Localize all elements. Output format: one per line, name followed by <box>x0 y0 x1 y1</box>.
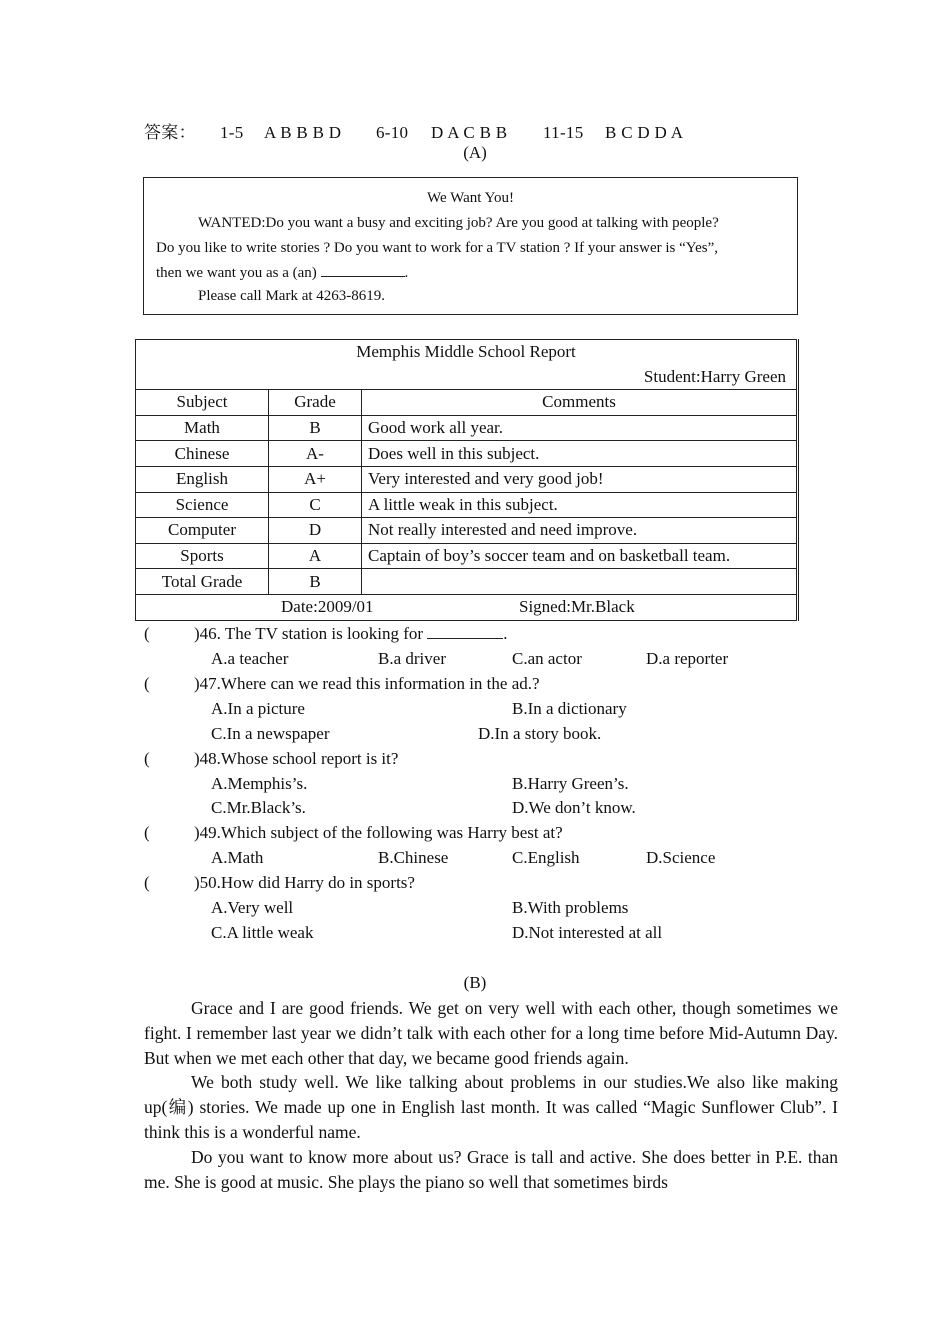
header-grade: Grade <box>269 390 362 416</box>
row-subject: Computer <box>136 518 269 544</box>
row-subject: Math <box>136 415 269 441</box>
question-47 <box>144 674 540 694</box>
report-header-row <box>136 390 798 416</box>
table-row <box>136 569 798 595</box>
row-grade: B <box>269 415 362 441</box>
section-b-heading: (B) <box>463 973 487 992</box>
question-stem: )47.Where can we read this information in the ad.? <box>194 674 540 693</box>
option-b: B.a driver <box>378 649 446 668</box>
report-date: Date:2009/01 <box>281 596 374 616</box>
report-title: Memphis Middle School Report <box>136 340 798 365</box>
option-b: B.With problems <box>512 898 629 917</box>
answer-key <box>144 118 683 143</box>
option-a: A.a teacher <box>211 649 289 668</box>
report-footer <box>136 594 798 620</box>
report-footer-row <box>136 594 798 620</box>
row-comment: Captain of boy’s soccer team and on basketball team. <box>362 543 798 569</box>
passage-paragraph: We both study well. We like talking about problems in our studies.We also like making up(编) stories. We made up one in English last month. It was called “Magic Sunflower Club”. I think this is a wonderful name. <box>144 1072 838 1142</box>
answer-paren: ( <box>144 873 150 892</box>
option-c: C.A little weak <box>211 923 314 942</box>
row-subject: English <box>136 466 269 492</box>
row-grade: B <box>269 569 362 595</box>
answer-range-1: 1-5 <box>220 123 244 142</box>
option-c: C.In a newspaper <box>211 724 330 743</box>
answer-group-1: A B B B D <box>264 123 342 142</box>
row-comment: Good work all year. <box>362 415 798 441</box>
ad-box <box>143 177 798 315</box>
passage-paragraph: Grace and I are good friends. We get on very well with each other, though sometimes we fight. I remember last year we didn’t talk with each other for a long time before Mid-Autumn Day. But when we met each other that day, we became good friends again. <box>144 998 838 1068</box>
option-c: C.English <box>512 848 580 867</box>
question-stem: )49.Which subject of the following was Harry best at? <box>194 823 563 842</box>
question-blank <box>427 626 503 639</box>
answer-paren: ( <box>144 823 150 842</box>
answer-paren: ( <box>144 674 150 693</box>
ad-phone-line: Please call Mark at 4263-8619. <box>198 288 386 304</box>
answer-group-2: D A C B B <box>431 123 508 142</box>
question-46 <box>144 624 508 644</box>
question-48 <box>144 749 398 769</box>
answer-group-3: B C D D A <box>605 123 684 142</box>
row-grade: A- <box>269 441 362 467</box>
option-a: A.Math <box>211 848 264 867</box>
answer-label: 答案： <box>144 123 196 142</box>
option-d: D.We don’t know. <box>512 798 636 817</box>
header-comments: Comments <box>362 390 798 416</box>
answer-paren: ( <box>144 624 150 643</box>
table-row <box>136 492 798 518</box>
row-subject: Chinese <box>136 441 269 467</box>
table-row <box>136 415 798 441</box>
option-a: A.Memphis’s. <box>211 774 308 793</box>
section-a-heading: (A) <box>463 143 487 162</box>
row-comment: Does well in this subject. <box>362 441 798 467</box>
table-row <box>136 518 798 544</box>
row-subject: Science <box>136 492 269 518</box>
answer-paren: ( <box>144 749 150 768</box>
option-a: A.Very well <box>211 898 294 917</box>
report-student: Student:Harry Green <box>136 365 798 390</box>
school-report-table <box>135 339 799 621</box>
option-b: B.Harry Green’s. <box>512 774 629 793</box>
table-row <box>136 441 798 467</box>
ad-title: We Want You! <box>427 190 514 206</box>
option-c: C.Mr.Black’s. <box>211 798 306 817</box>
option-a: A.In a picture <box>211 699 305 718</box>
row-comment: A little weak in this subject. <box>362 492 798 518</box>
row-comment <box>362 569 798 595</box>
option-c: C.an actor <box>512 649 582 668</box>
ad-line-3-text: then we want you as a (an) <box>156 265 317 281</box>
option-d: D.Science <box>646 848 716 867</box>
row-subject: Total Grade <box>136 569 269 595</box>
ad-line-3-end: . <box>404 265 409 281</box>
option-b: B.Chinese <box>378 848 449 867</box>
ad-line-1: WANTED:Do you want a busy and exciting job? Are you good at talking with people? <box>198 215 719 231</box>
option-b: B.In a dictionary <box>512 699 627 718</box>
question-stem: )48.Whose school report is it? <box>194 749 399 768</box>
passage <box>144 996 838 1194</box>
option-d: D.Not interested at all <box>512 923 663 942</box>
option-d: D.a reporter <box>646 649 729 668</box>
row-comment: Very interested and very good job! <box>362 466 798 492</box>
row-grade: C <box>269 492 362 518</box>
question-50 <box>144 873 415 893</box>
ad-line-2: Do you like to write stories ? Do you want to work for a TV station ? If your answer is “Yes”, <box>156 240 718 256</box>
option-d: D.In a story book. <box>478 724 602 743</box>
row-grade: A+ <box>269 466 362 492</box>
ad-line-3 <box>156 264 408 282</box>
passage-paragraph: Do you want to know more about us? Grace is tall and active. She does better in P.E. than me. She is good at music. She plays the piano so well that sometimes birds <box>144 1146 838 1192</box>
ad-blank <box>321 264 405 277</box>
question-stem: )46. The TV station is looking for <box>194 624 424 643</box>
row-grade: D <box>269 518 362 544</box>
row-grade: A <box>269 543 362 569</box>
report-signed: Signed:Mr.Black <box>519 596 635 616</box>
row-subject: Sports <box>136 543 269 569</box>
answer-range-3: 11-15 <box>543 123 584 142</box>
question-end: . <box>503 624 508 643</box>
table-row <box>136 466 798 492</box>
row-comment: Not really interested and need improve. <box>362 518 798 544</box>
table-row <box>136 543 798 569</box>
question-49 <box>144 823 563 843</box>
answer-range-2: 6-10 <box>376 123 409 142</box>
question-stem: )50.How did Harry do in sports? <box>194 873 415 892</box>
header-subject: Subject <box>136 390 269 416</box>
